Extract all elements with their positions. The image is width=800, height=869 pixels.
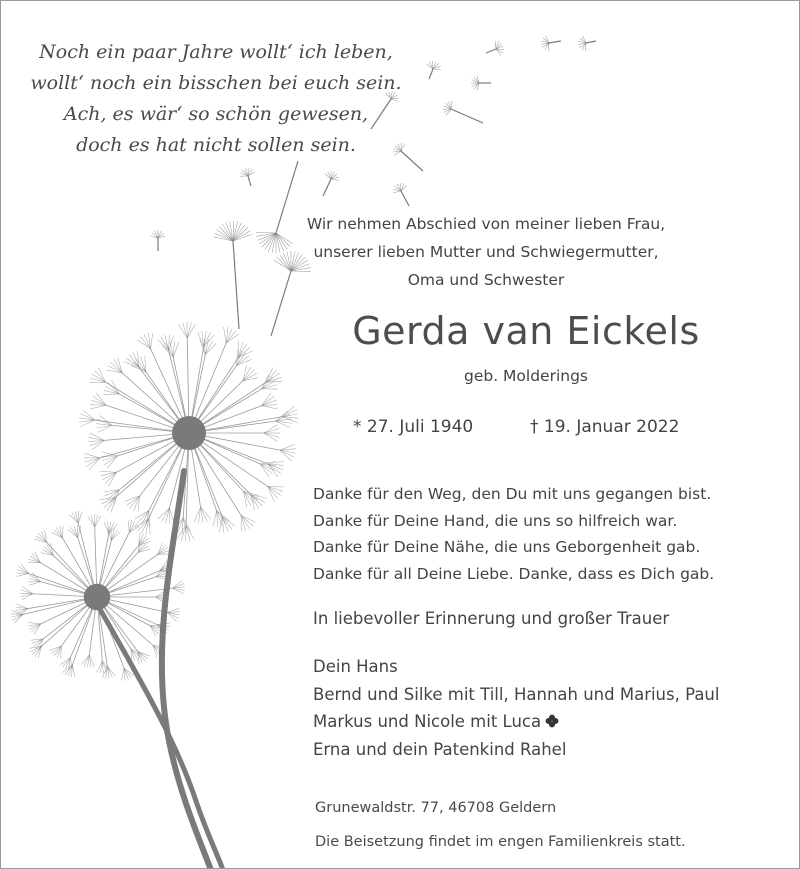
flying-seed — [213, 221, 251, 329]
flying-seed — [443, 101, 483, 123]
birth-date: * 27. Juli 1940 — [353, 417, 474, 437]
intro-line: unserer lieben Mutter und Schwiegermutter, — [313, 243, 659, 261]
flying-seed — [427, 61, 441, 79]
flying-seed — [150, 230, 165, 251]
mourners-list — [313, 653, 783, 763]
flying-seed — [486, 41, 504, 55]
address: Grunewaldstr. 77, 46708 Geldern — [315, 800, 557, 816]
poem — [21, 37, 411, 161]
flying-seed — [471, 75, 491, 90]
flying-seed — [256, 161, 298, 253]
thanks-line: Danke für den Weg, den Du mit uns gegangen bist. — [313, 485, 712, 503]
small-seed-head — [10, 511, 184, 681]
thanks-line: Danke für Deine Nähe, die uns Geborgenheit gab. — [313, 538, 701, 556]
large-seed-head — [79, 322, 298, 541]
mourner-line: Dein Hans — [313, 657, 398, 676]
mourner-text: Markus und Nicole mit Luca — [313, 712, 542, 731]
poem-line: Ach, es wär‘ so schön gewesen, — [63, 103, 369, 125]
thanks-line: Danke für Deine Hand, die uns so hilfreich war. — [313, 511, 678, 530]
mourner-line: Bernd und Silke mit Till, Hannah und Marius, Paul — [313, 684, 720, 704]
mourner-line — [313, 708, 783, 736]
death-date: 19. Januar 2022 — [543, 417, 680, 437]
poem-line: doch es hat nicht sollen sein. — [76, 134, 356, 156]
thanks-verse — [313, 481, 783, 587]
memory-line: In liebevoller Erinnerung und großer Trauer — [313, 609, 670, 628]
deceased-name: Gerda van Eickels — [352, 309, 700, 353]
intro-line: Wir nehmen Abschied von meiner lieben Frau, — [306, 215, 666, 233]
dandelion-stems — [101, 471, 223, 869]
clover-icon — [545, 714, 559, 728]
poem-line: wollt‘ noch ein bisschen bei euch sein. — [30, 72, 402, 94]
maiden-name: geb. Molderings — [463, 367, 589, 385]
death-date-group — [530, 417, 679, 437]
poem-line: Noch ein paar Jahre wollt‘ ich leben, — [39, 41, 393, 63]
dandelion-seed-heads — [10, 322, 298, 681]
mourner-line: Erna und dein Patenkind Rahel — [313, 739, 567, 759]
flying-seed — [393, 183, 409, 206]
flying-seed — [541, 36, 561, 51]
burial-note: Die Beisetzung findet im engen Familienkreis statt. — [315, 834, 686, 850]
intro-line: Oma und Schwester — [407, 271, 565, 289]
thanks-line: Danke für all Deine Liebe. Danke, dass es Dich gab. — [313, 564, 715, 583]
farewell-intro — [301, 210, 671, 294]
flying-seed — [323, 171, 339, 196]
flying-seed — [578, 36, 596, 51]
large-stem — [162, 471, 211, 869]
cross-icon: † — [530, 417, 539, 437]
flying-seed — [240, 168, 255, 186]
